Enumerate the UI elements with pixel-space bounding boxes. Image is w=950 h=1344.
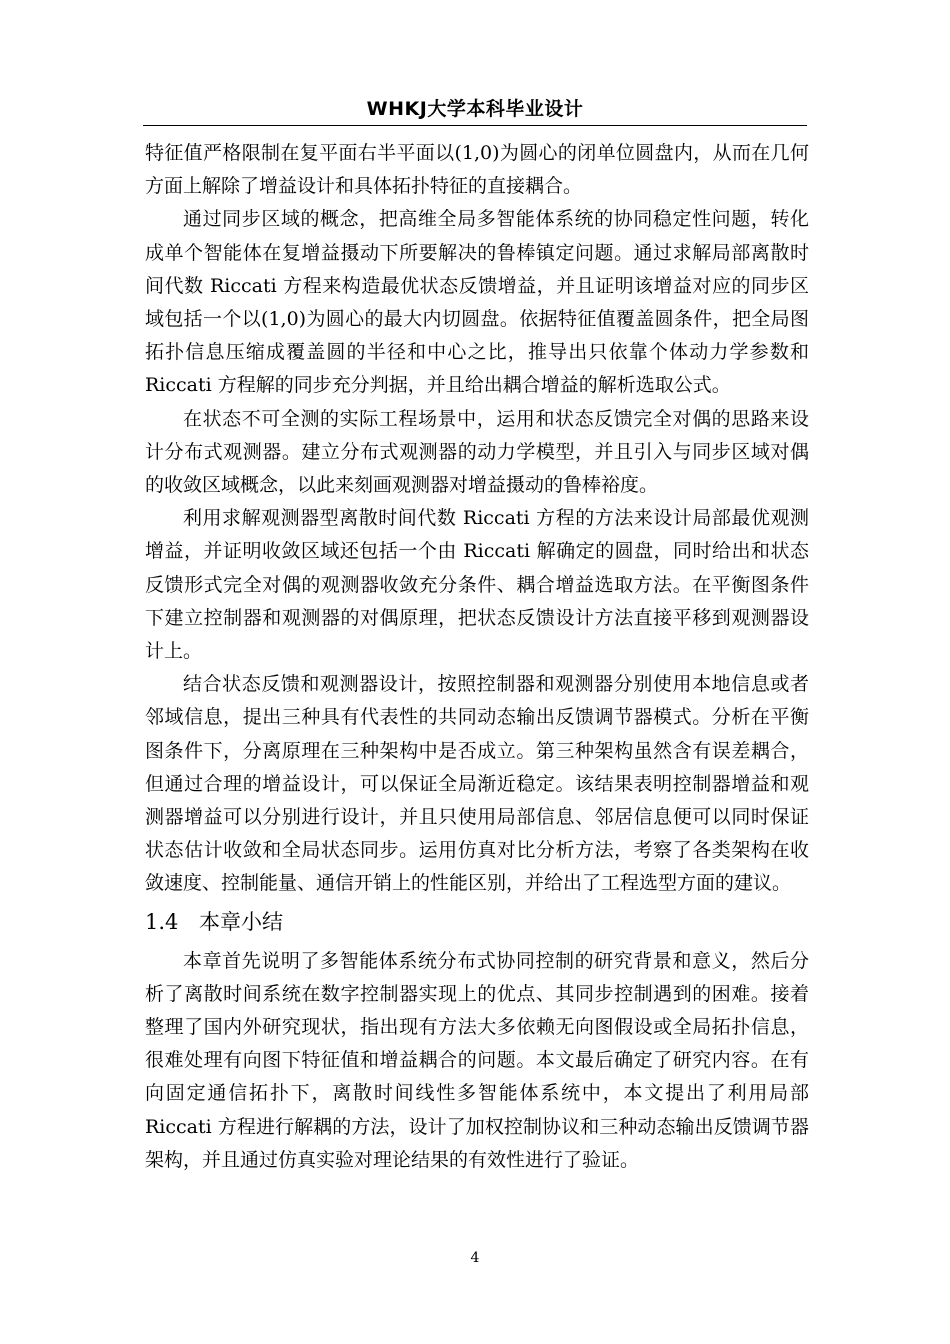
paragraph: 结合状态反馈和观测器设计，按照控制器和观测器分别使用本地信息或者邻域信息，提出三种具有代表性的共同动态输出反馈调节器模式。分析在平衡图条件下，分离原理在三种架构中是否成立。第三种架构虽然含有误差耦合，但通过合理的增益设计，可以保证全局渐近稳定。该结果表明控制器增益和观测器增益可以分别进行设计，并且只使用局部信息、邻居信息便可以同时保证状态估计收敛和全局状态同步。运用仿真对比分析方法，考察了各类架构在收敛速度、控制能量、通信开销上的性能区别，并给出了工程选型方面的建议。 bbox=[145, 673, 809, 895]
header-rule bbox=[143, 125, 807, 126]
paragraph: 在状态不可全测的实际工程场景中，运用和状态反馈完全对偶的思路来设计分布式观测器。建立分布式观测器的动力学模型，并且引入与同步区域对偶的收敛区域概念，以此来刻画观测器对增益摄动的鲁棒裕度。 bbox=[145, 407, 809, 497]
summary-paragraph: 本章首先说明了多智能体系统分布式协同控制的研究背景和意义，然后分析了离散时间系统在数字控制器实现上的优点、其同步控制遇到的困难。接着整理了国内外研究现状，指出现有方法大多依赖无向图假设或全局拓扑信息，很难处理有向图下特征值和增益耦合的问题。本文最后确定了研究内容。在有向固定通信拓扑下，离散时间线性多智能体系统中，本文提出了利用局部 Riccati 方程进行解耦的方法，设计了加权控制协议和三种动态输出反馈调节器架构，并且通过仿真实验对理论结果的有效性进行了验证。 bbox=[145, 949, 809, 1171]
section-number: 1.4 bbox=[145, 909, 179, 934]
body-text bbox=[145, 137, 809, 1177]
paragraph: 利用求解观测器型离散时间代数 Riccati 方程的方法来设计局部最优观测增益，并证明收敛区域还包括一个由 Riccati 解确定的圆盘，同时给出和状态反馈形式完全对偶的观测器收敛充分条件、耦合增益选取方法。在平衡图条件下建立控制器和观测器的对偶原理，把状态反馈设计方法直接平移到观测器设计上。 bbox=[145, 507, 809, 663]
page-number: 4 bbox=[470, 1250, 480, 1266]
running-header: WHKJ大学本科毕业设计 bbox=[366, 98, 584, 120]
paragraph: 通过同步区域的概念，把高维全局多智能体系统的协同稳定性问题，转化成单个智能体在复增益摄动下所要解决的鲁棒镇定问题。通过求解局部离散时间代数 Riccati 方程来构造最优状态反馈增益，并且证明该增益对应的同步区域包括一个以(1,0)为圆心的最大内切圆盘。依据特征值覆盖圆条件，把全局图拓扑信息压缩成覆盖圆的半径和中心之比，推导出只依靠个体动力学参数和 Riccati 方程解的同步充分判据，并且给出耦合增益的解析选取公式。 bbox=[145, 208, 809, 397]
section-title: 本章小结 bbox=[199, 909, 283, 934]
section-heading bbox=[145, 905, 809, 939]
paragraph-continued: 特征值严格限制在复平面右半平面以(1,0)为圆心的闭单位圆盘内，从而在几何方面上解除了增益设计和具体拓扑特征的直接耦合。 bbox=[145, 142, 809, 198]
